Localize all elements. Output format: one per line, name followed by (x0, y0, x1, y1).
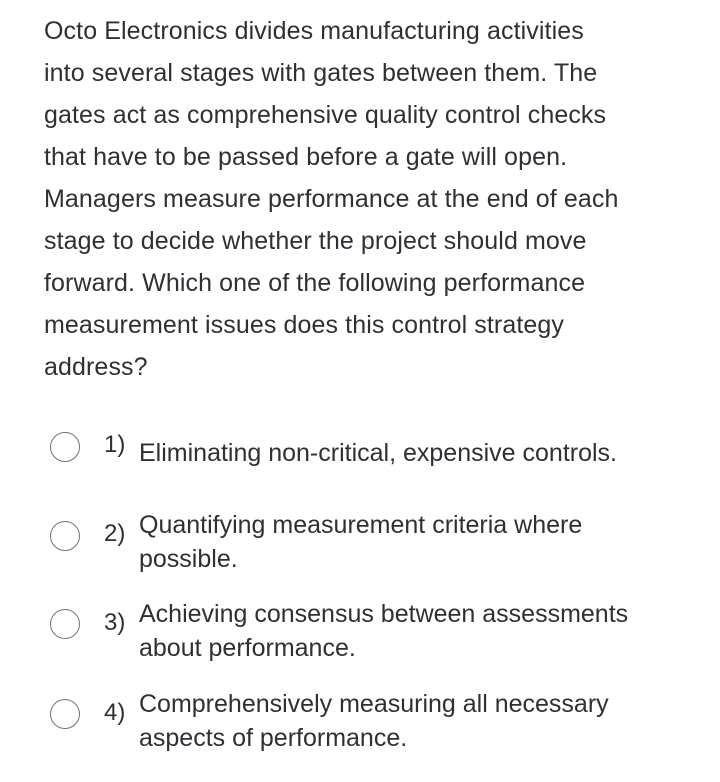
option-number-4: 4) (104, 699, 126, 726)
option-text-4 (139, 687, 699, 755)
question-line: gates act as comprehensive quality control checks (44, 101, 607, 129)
question-line: into several stages with gates between them. The (44, 59, 598, 87)
question-line: Octo Electronics divides manufacturing activities (44, 17, 584, 45)
answer-option-2[interactable] (50, 510, 700, 580)
option-text-line: Quantifying measurement criteria where (139, 511, 583, 539)
option-text-2 (139, 508, 699, 576)
option-text-line: Eliminating non-critical, expensive controls. (139, 439, 617, 467)
option-text-3 (139, 597, 699, 665)
radio-button-4[interactable] (50, 699, 80, 729)
option-text-line: possible. (139, 545, 238, 573)
option-text-line: about performance. (139, 634, 356, 662)
radio-button-3[interactable] (50, 609, 80, 639)
option-number-2: 2) (104, 520, 126, 547)
question-line: address? (44, 353, 148, 381)
question-line: stage to decide whether the project should move (44, 227, 587, 255)
question-line: Managers measure performance at the end of each (44, 185, 619, 213)
option-text-line: Comprehensively measuring all necessary (139, 690, 609, 718)
radio-button-1[interactable] (50, 432, 80, 462)
answer-option-1[interactable] (50, 430, 700, 500)
question-line: that have to be passed before a gate will open. (44, 143, 568, 171)
radio-button-2[interactable] (50, 521, 80, 551)
answer-option-3[interactable] (50, 600, 700, 670)
option-text-line: aspects of performance. (139, 724, 408, 752)
option-text-1 (139, 436, 699, 470)
option-number-3: 3) (104, 609, 126, 636)
option-text-line: Achieving consensus between assessments (139, 600, 629, 628)
answer-option-4[interactable] (50, 690, 700, 760)
question-text (44, 10, 694, 388)
question-line: measurement issues does this control strategy (44, 311, 565, 339)
option-number-1: 1) (104, 431, 126, 458)
question-line: forward. Which one of the following performance (44, 269, 586, 297)
